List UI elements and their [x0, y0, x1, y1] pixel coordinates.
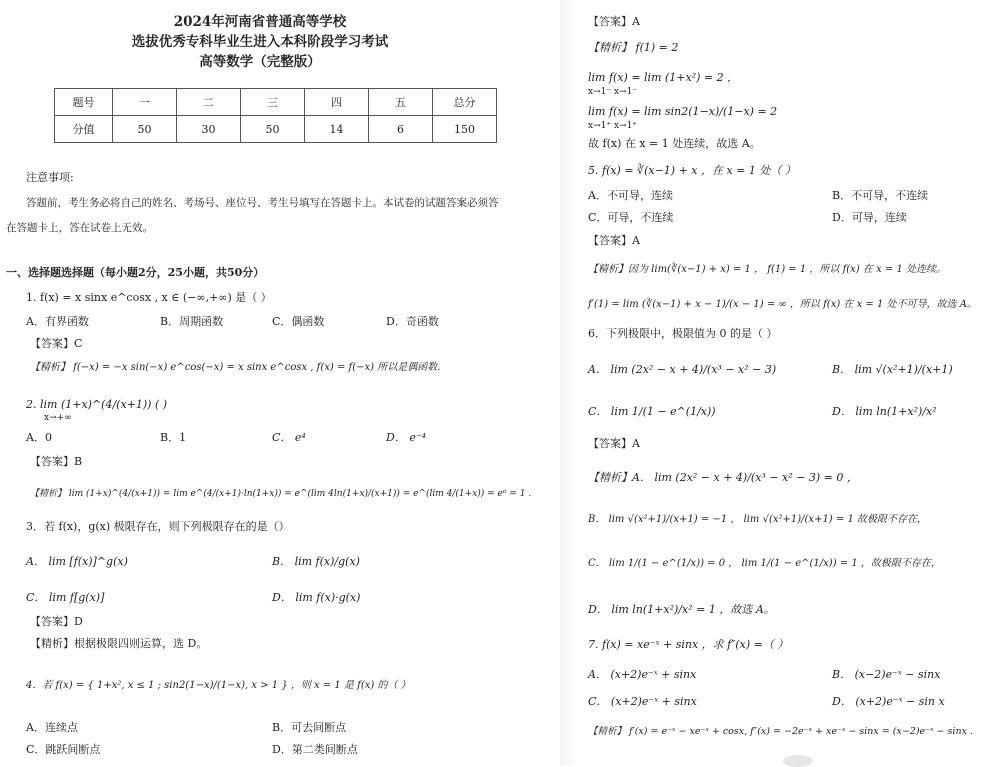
- notes-title: 注意事项:: [26, 171, 74, 184]
- table-cell: 三: [241, 89, 305, 116]
- q3-analysis: 【精析】根据极限四则运算，选 D。: [30, 637, 208, 650]
- question-1: 1. f(x) = x sinx e^cosx , x ∈ (−∞,+∞) 是（ ）: [26, 291, 272, 304]
- table-cell: 总分: [433, 89, 497, 116]
- q3-option-d: D． lim f(x)·g(x): [272, 591, 361, 604]
- score-table: [54, 88, 497, 143]
- table-cell: 30: [177, 116, 241, 143]
- q4-analysis-line2: lim f(x) = lim (1+x²) = 2 ，: [588, 71, 739, 84]
- q1-answer: 【答案】C: [30, 337, 83, 350]
- q2-option-d: D． e⁻⁴: [386, 431, 427, 444]
- table-cell: 二: [177, 89, 241, 116]
- table-cell: 6: [369, 116, 433, 143]
- table-cell: 14: [305, 116, 369, 143]
- question-6: 6．下列极限中，极限值为 0 的是（ ）: [588, 327, 778, 340]
- exam-title-line1: 2024年河南省普通高等学校: [173, 14, 347, 30]
- q1-analysis: 【精析】 f(−x) = −x sin(−x) e^cos(−x) = x sinx e^cosx , f(x) = f(−x) 所以是偶函数.: [30, 362, 441, 373]
- q5-analysis-line1: 【精析】因为 lim(∛(x−1) + x) = 1 ， f(1) = 1 ，所以 f(x) 在 x = 1 处连续。: [588, 264, 946, 275]
- q4-analysis-line1: 【精析】 f(1) = 2: [588, 41, 679, 54]
- q7-option-b: B． (x−2)e⁻ˣ − sinx: [832, 668, 941, 681]
- q3-option-b: B． lim f(x)/g(x): [272, 555, 360, 568]
- q7-option-a: A． (x+2)e⁻ˣ + sinx: [588, 668, 697, 681]
- q4-option-d: D．第二类间断点: [272, 743, 358, 756]
- score-table-header-row: [55, 89, 497, 116]
- question-4: 4．若 f(x) = { 1+x², x ≤ 1 ; sin2(1−x)/(1−x), x > 1 } ，则 x = 1 是 f(x) 的（ ）: [26, 680, 411, 691]
- notes-line2: 在答题卡上，答在试卷上无效。: [6, 222, 153, 234]
- q2-option-b: B．1: [160, 431, 187, 444]
- table-cell: 150: [433, 116, 497, 143]
- q1-option-a: A．有界函数: [26, 315, 89, 328]
- q6-analysis-d: D． lim ln(1+x²)/x² = 1 ，故选 A。: [588, 603, 775, 616]
- q5-option-b: B．不可导，不连续: [832, 189, 929, 202]
- q1-option-b: B．周期函数: [160, 315, 224, 328]
- q4-analysis-line2-subscript: x→1⁻ x→1⁻: [588, 87, 638, 97]
- q4-analysis-line3: lim f(x) = lim sin2(1−x)/(1−x) = 2: [588, 105, 778, 118]
- q3-option-a: A． lim [f(x)]^g(x): [26, 555, 128, 568]
- q1-option-d: D．奇函数: [386, 315, 439, 328]
- q6-analysis-a: 【精析】A． lim (2x² − x + 4)/(x³ − x² − 3) = 0 ，: [588, 471, 858, 484]
- q7-analysis: 【精析】 f′(x) = e⁻ˣ − xe⁻ˣ + cosx, f″(x) = −2e⁻ˣ + xe⁻ˣ − sinx = (x−2)e⁻ˣ − sinx .: [588, 726, 973, 737]
- q6-option-c: C． lim 1/(1 − e^(1/x)): [588, 405, 716, 418]
- table-cell: 题号: [55, 89, 113, 116]
- q4-option-b: B．可去间断点: [272, 721, 347, 734]
- score-table-value-row: [55, 116, 497, 143]
- q5-option-c: C．可导，不连续: [588, 211, 674, 224]
- table-cell: 50: [241, 116, 305, 143]
- q7-option-c: C． (x+2)e⁻ˣ + sinx: [588, 695, 697, 708]
- page-fold-shadow: [560, 0, 578, 765]
- q6-analysis-c: C． lim 1/(1 − e^(1/x)) = 0 ， lim 1/(1 − e^(1/x)) = 1 ，故极限不存在，: [588, 558, 941, 569]
- q3-answer: 【答案】D: [30, 615, 83, 628]
- q5-analysis-line2: f′(1) = lim (∛(x−1) + x − 1)/(x − 1) = ∞ ，所以 f(x) 在 x = 1 处不可导，故选 A。: [588, 299, 977, 310]
- table-cell: 五: [369, 89, 433, 116]
- q6-option-a: A． lim (2x² − x + 4)/(x³ − x² − 3): [588, 363, 777, 376]
- q3-option-c: C． lim f[g(x)]: [26, 591, 105, 604]
- question-7: 7. f(x) = xe⁻ˣ + sinx ，求 f″(x) =（ ）: [588, 638, 789, 651]
- table-cell: 四: [305, 89, 369, 116]
- q7-option-d: D． (x+2)e⁻ˣ − sin x: [832, 695, 945, 708]
- q2-analysis: 【精析】 lim (1+x)^(4/(x+1)) = lim e^(4/(x+1)·ln(1+x)) = e^(lim 4ln(1+x)/(x+1)) = e^(lim 4/(1+x)) = e⁰ = 1 .: [30, 489, 532, 499]
- q6-option-b: B． lim √(x²+1)/(x+1): [832, 363, 953, 376]
- q6-analysis-b: B． lim √(x²+1)/(x+1) = −1 ， lim √(x²+1)/(x+1) = 1 故极限不存在，: [588, 514, 927, 525]
- table-cell: 分值: [55, 116, 113, 143]
- q4-answer: 【答案】A: [588, 15, 640, 28]
- q4-option-a: A．连续点: [26, 721, 78, 734]
- exam-title-line3: 高等数学（完整版）: [199, 54, 321, 70]
- q5-option-a: A．不可导，连续: [588, 189, 673, 202]
- question-3: 3．若 f(x)，g(x) 极限存在，则下列极限存在的是（）: [26, 520, 290, 533]
- q6-answer: 【答案】A: [588, 437, 640, 450]
- q4-analysis-line3-subscript: x→1⁺ x→1⁺: [588, 121, 638, 131]
- q4-option-c: C．跳跃间断点: [26, 743, 101, 756]
- scan-smudge: [783, 755, 813, 767]
- question-5: 5. f(x) = ∛(x−1) + x ，在 x = 1 处（ ）: [588, 164, 796, 177]
- q4-conclusion: 故 f(x) 在 x = 1 处连续，故选 A。: [588, 137, 761, 150]
- notes-line1: 答题前，考生务必将自己的姓名、考场号、座位号、考生号填写在答题卡上。本试卷的试题答案必须答: [26, 197, 499, 209]
- q2-option-c: C． e⁴: [272, 431, 306, 444]
- q2-option-a: A．0: [26, 431, 52, 444]
- q5-answer: 【答案】A: [588, 234, 640, 247]
- q1-option-c: C．偶函数: [272, 315, 325, 328]
- section-title: 一、选择题选择题（每小题2分，25小题，共50分）: [6, 266, 265, 279]
- question-2: 2. lim (1+x)^(4/(x+1)) ( ): [26, 398, 168, 411]
- q2-limit-subscript: x→+∞: [44, 413, 72, 423]
- q6-option-d: D． lim ln(1+x²)/x²: [832, 405, 937, 418]
- exam-title-line2: 选拔优秀专科毕业生进入本科阶段学习考试: [131, 34, 389, 50]
- right-column: [578, 0, 999, 765]
- q5-option-d: D．可导，连续: [832, 211, 907, 224]
- q2-answer: 【答案】B: [30, 455, 83, 468]
- table-cell: 一: [113, 89, 177, 116]
- table-cell: 50: [113, 116, 177, 143]
